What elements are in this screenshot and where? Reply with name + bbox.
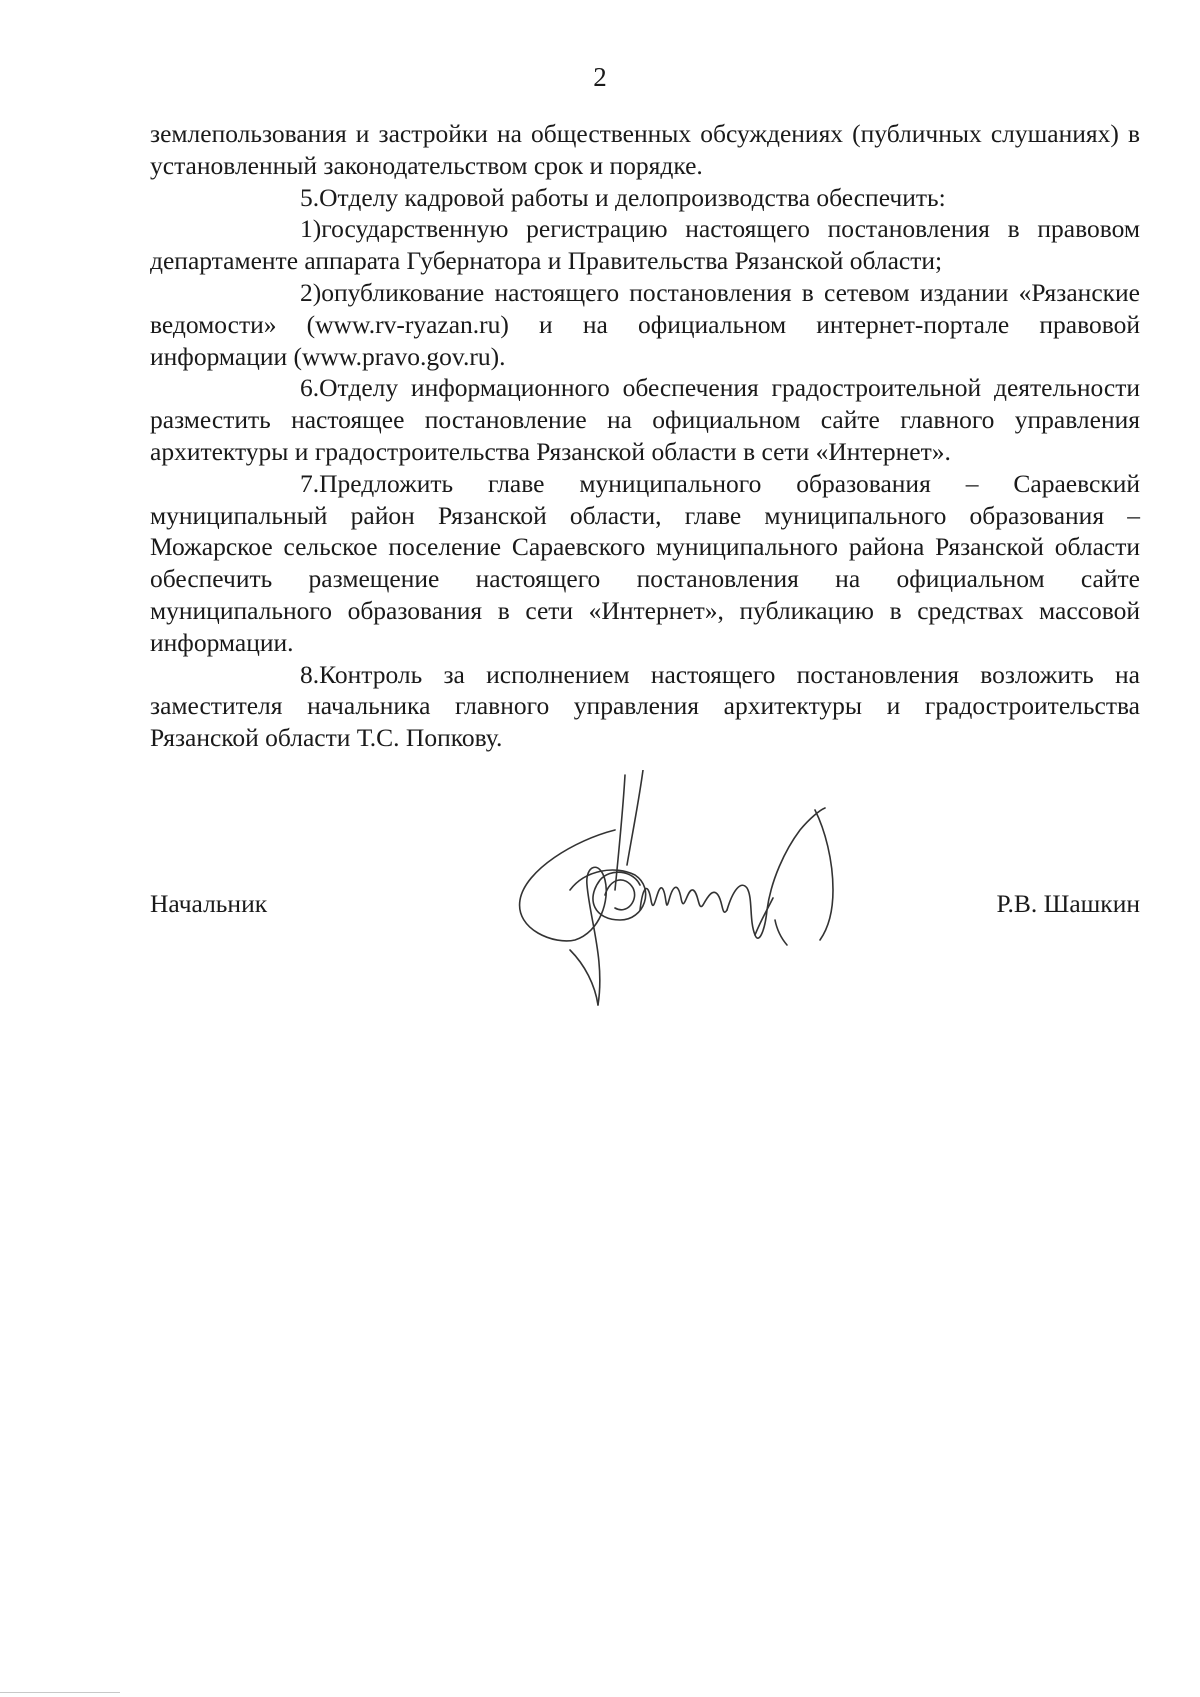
paragraph-text: государственную регистрацию настоящего постановления в правовом департаменте аппарата Губернатора и Правительства Рязанской области; bbox=[150, 214, 1140, 276]
document-body bbox=[150, 118, 1140, 754]
paragraph-item-5 bbox=[150, 182, 1140, 214]
signer-title: Начальник bbox=[150, 889, 268, 918]
paragraph-item-6 bbox=[150, 372, 1140, 467]
item-number: 8. bbox=[300, 659, 320, 689]
scan-margin-line bbox=[0, 1692, 120, 1693]
paragraph-text: опубликование настоящего постановления в сетевом издании «Рязанские ведомости» (www.rv-ryazan.ru) и на официальном интернет-портале правовой информации (www.pravo.gov.ru). bbox=[150, 277, 1140, 371]
signer-name: Р.В. Шашкин bbox=[996, 889, 1140, 918]
item-number: 6. bbox=[300, 373, 320, 403]
paragraph-text: Отделу информационного обеспечения градостроительной деятельности разместить настоящее постановление на официальном сайте главного управления архитектуры и градостроительства Рязанской области в сети «Интернет». bbox=[150, 373, 1140, 466]
paragraph-text: Контроль за исполнением настоящего постановления возложить на заместителя начальника главного управления архитектуры и градостроительства Рязанской области Т.С. Попкову. bbox=[150, 659, 1140, 753]
item-number: 7. bbox=[300, 468, 320, 498]
paragraph-item-7 bbox=[150, 468, 1140, 659]
subitem-number: 2) bbox=[300, 277, 322, 307]
page-number: 2 bbox=[593, 62, 607, 92]
paragraph-text: Отделу кадровой работы и делопроизводства обеспечить: bbox=[319, 182, 946, 212]
paragraph-continuation bbox=[150, 118, 1140, 182]
paragraph-subitem-1 bbox=[150, 213, 1140, 277]
subitem-number: 1) bbox=[300, 214, 322, 244]
handwritten-signature bbox=[515, 770, 905, 1020]
paragraph-text: Предложить главе муниципального образования – Сараевский муниципальный район Рязанской области, главе муниципального образования – Можарское сельское поселение Сараевского муниципального района Рязанской области обеспечить размещение настоящего постановления на официальном сайте муниципального образования в сети «Интернет», публикацию в средствах массовой информации. bbox=[150, 468, 1140, 657]
paragraph-subitem-2 bbox=[150, 277, 1140, 372]
paragraph-item-8 bbox=[150, 659, 1140, 754]
paragraph-text: землепользования и застройки на общественных обсуждениях (публичных слушаниях) в установленный законодательством срок и порядке. bbox=[150, 119, 1140, 180]
item-number: 5. bbox=[300, 182, 320, 212]
